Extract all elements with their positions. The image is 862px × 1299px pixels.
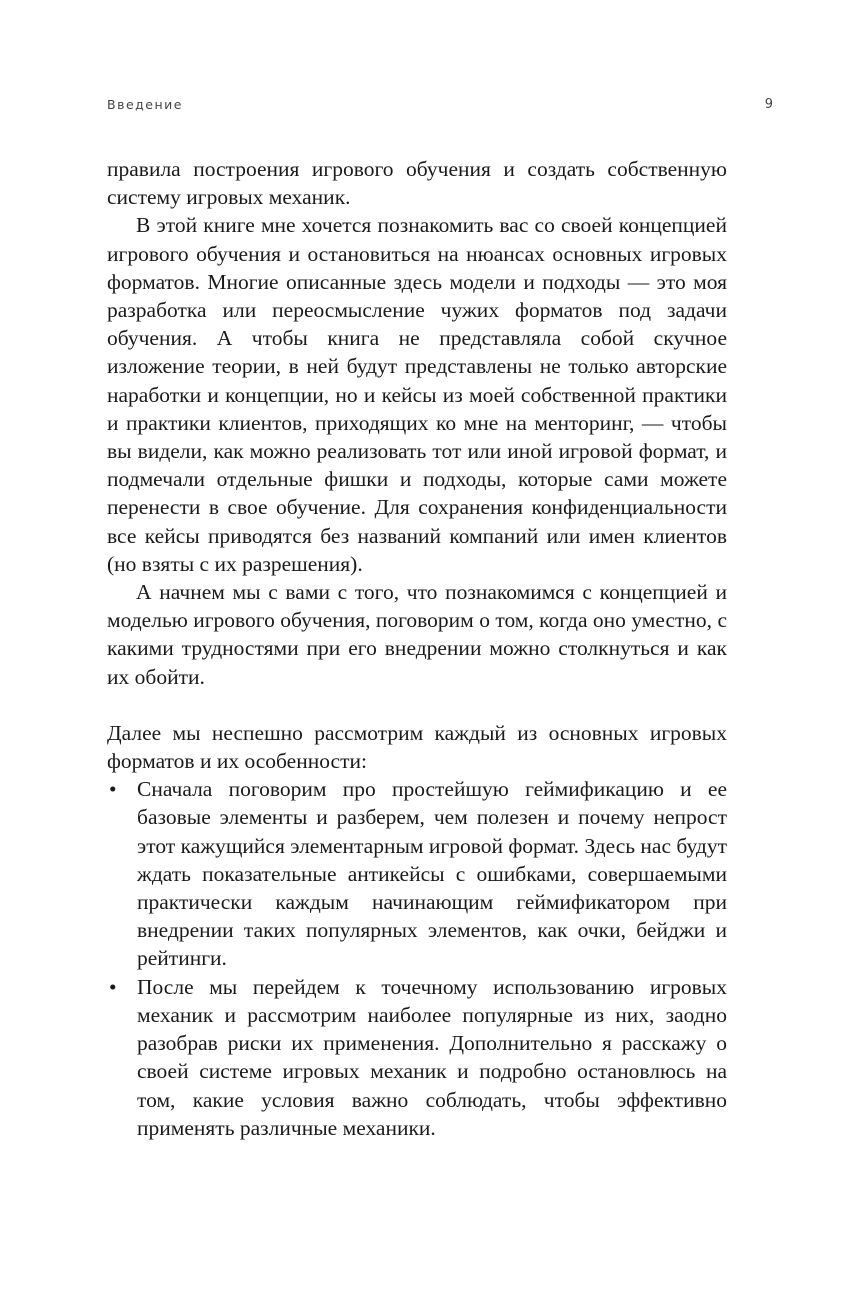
body-text xyxy=(107,155,727,1142)
paragraph: Далее мы неспешно рассмотрим каждый из основных игровых форматов и их особенности: xyxy=(107,720,727,774)
list-item-text: Сначала поговорим про простейшую геймификацию и ее базовые элементы и разберем, чем полезен и почему непрост этот кажущийся элементарным игровой формат. Здесь нас будут ждать показательные антикейсы с ошибками, совершаемыми практически каждым начинающим геймификатором при внедрении таких популярных элементов, как очки, бейджи и рейтинги. xyxy=(137,777,727,971)
paragraph: А начнем мы с вами с того, что познакомимся с концепцией и моделью игрового обучения, поговорим о том, когда оно уместно, с какими трудностями при его внедрении можно столкнуться и как их обойти. xyxy=(107,580,727,689)
list-item xyxy=(107,775,727,972)
running-header xyxy=(107,97,773,112)
paragraph: правила построения игрового обучения и создать собственную систему игровых механик. xyxy=(107,157,727,210)
bullet-icon: • xyxy=(109,777,117,802)
section-title: Введение xyxy=(107,97,183,112)
bullet-icon: • xyxy=(109,974,117,999)
page-number: 9 xyxy=(764,97,773,112)
section-break xyxy=(107,691,727,719)
list-item-text: После мы перейдем к точечному использованию игровых механик и рассмотрим наиболее популярные из них, заодно разобрав риски их применения. Дополнительно я расскажу о своей системе игровых механик и подробно остановлюсь на том, какие условия важно соблюдать, чтобы эффективно применять различные механики. xyxy=(137,974,727,1140)
paragraph: В этой книге мне хочется познакомить вас со своей концепцией игрового обучения и остановиться на нюансах основных игровых форматов. Многие описанные здесь модели и подходы — это моя разработка или переосмысление чужих форматов под задачи обучения. А чтобы книга не представляла собой скучное изложение теории, в ней будут представлены не только авторские наработки и концепции, но и кейсы из моей собственной практики и практики клиентов, приходящих ко мне на менторинг, — чтобы вы видели, как можно реализовать тот или иной игровой формат, и подмечали отдельные фишки и подходы, которые сами можете перенести в свое обучение. Для сохранения конфиденциальности все кейсы приводятся без названий компаний или имен клиентов (но взяты с их разрешения). xyxy=(107,213,727,576)
list-item xyxy=(107,973,727,1142)
bullet-list xyxy=(107,775,727,1142)
